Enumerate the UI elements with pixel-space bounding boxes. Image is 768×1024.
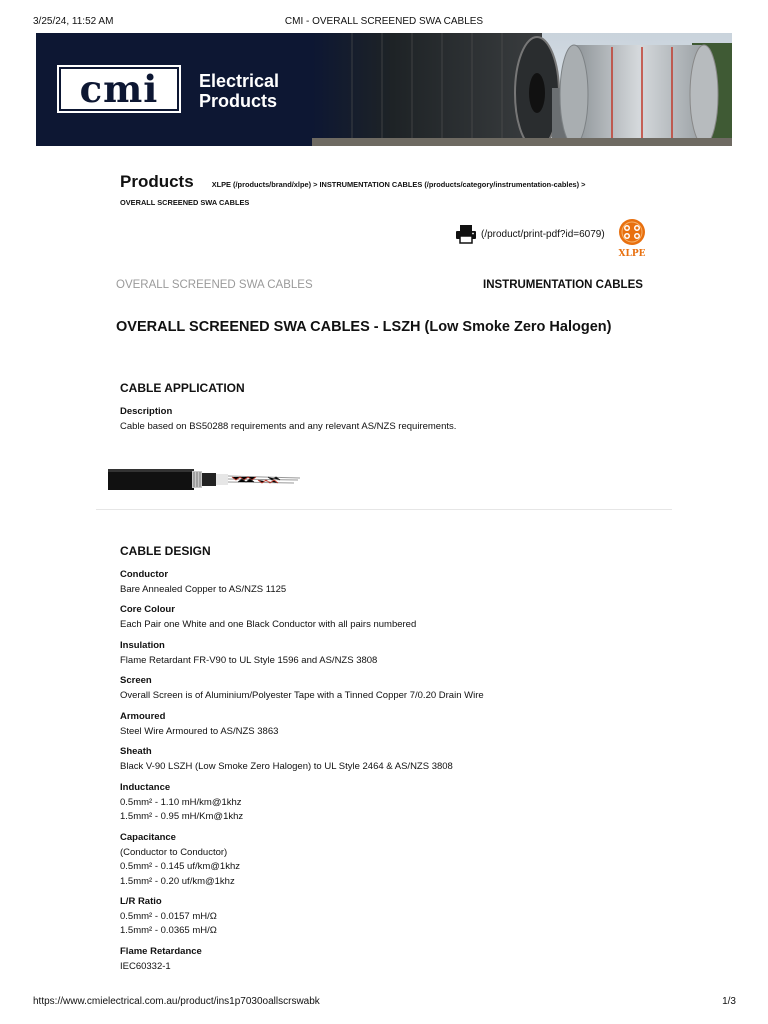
screen-label: Screen	[120, 675, 152, 686]
banner-line-2: Products	[199, 91, 278, 111]
description-value: Cable based on BS50288 requirements and any relevant AS/NZS requirements.	[120, 421, 457, 432]
print-link-text: (/product/print-pdf?id=6079)	[481, 228, 605, 240]
screen-value: Overall Screen is of Aluminium/Polyester Tape with a Tinned Copper 7/0.20 Drain Wire	[120, 690, 484, 701]
cable-drums-photo	[312, 33, 732, 146]
badge-label: XLPE	[618, 249, 646, 258]
insulation-value: Flame Retardant FR-V90 to UL Style 1596 and AS/NZS 3808	[120, 655, 378, 666]
print-datetime: 3/25/24, 11:52 AM	[33, 16, 114, 27]
page-url: https://www.cmielectrical.com.au/product/ins1p7030oallscrswabk	[33, 996, 320, 1007]
breadcrumb-current: OVERALL SCREENED SWA CABLES	[120, 198, 250, 207]
page-number: 1/3	[722, 996, 736, 1007]
banner-line-1: Electrical	[199, 71, 280, 91]
armoured-value: Steel Wire Armoured to AS/NZS 3863	[120, 726, 279, 737]
flame-retardance-value: IEC60332-1	[120, 961, 171, 972]
capacitance-value-2: 1.5mm² - 0.20 uf/km@1khz	[120, 876, 235, 887]
print-header	[0, 16, 768, 30]
print-title: CMI - OVERALL SCREENED SWA CABLES	[284, 16, 484, 27]
conductor-label: Conductor	[120, 569, 169, 580]
core-colour-label: Core Colour	[120, 604, 175, 615]
capacitance-label: Capacitance	[120, 832, 176, 843]
xlpe-brand-icon[interactable]	[614, 218, 650, 258]
breadcrumb	[120, 172, 660, 207]
sheath-label: Sheath	[120, 746, 152, 757]
insulation-label: Insulation	[120, 640, 165, 651]
cmi-logo[interactable]	[57, 65, 181, 113]
lr-ratio-value-1: 0.5mm² - 0.0157 mH/Ω	[120, 911, 217, 922]
flame-retardance-label: Flame Retardance	[120, 946, 202, 957]
section-divider	[96, 509, 672, 510]
conductor-value: Bare Annealed Copper to AS/NZS 1125	[120, 584, 287, 595]
armoured-label: Armoured	[120, 711, 166, 722]
inductance-label: Inductance	[120, 782, 171, 793]
products-heading[interactable]: Products	[120, 172, 194, 191]
banner-tagline	[199, 71, 279, 111]
core-colour-value: Each Pair one White and one Black Conductor with all pairs numbered	[120, 619, 417, 630]
print-pdf-link[interactable]	[455, 224, 605, 244]
page-title: OVERALL SCREENED SWA CABLES - LSZH (Low Smoke Zero Halogen)	[116, 319, 612, 335]
cable-cross-section-image	[108, 466, 300, 494]
sheath-value: Black V-90 LSZH (Low Smoke Zero Halogen) to UL Style 2464 & AS/NZS 3808	[120, 761, 453, 772]
lr-ratio-value-2: 1.5mm² - 0.0365 mH/Ω	[120, 925, 217, 936]
logo-text: cmi	[61, 69, 177, 109]
capacitance-value-1: 0.5mm² - 0.145 uf/km@1khz	[120, 861, 240, 872]
lr-ratio-label: L/R Ratio	[120, 896, 162, 907]
header-banner	[36, 33, 732, 146]
capacitance-note: (Conductor to Conductor)	[120, 847, 228, 858]
tab-category[interactable]: INSTRUMENTATION CABLES	[483, 279, 643, 291]
printer-icon	[455, 224, 477, 244]
inductance-value-1: 0.5mm² - 1.10 mH/km@1khz	[120, 797, 242, 808]
description-label: Description	[120, 406, 173, 417]
breadcrumb-trail[interactable]: XLPE (/products/brand/xlpe) > INSTRUMENTATION CABLES (/products/category/instrumentation-cables) >	[211, 180, 586, 189]
design-title: CABLE DESIGN	[120, 544, 211, 558]
inductance-value-2: 1.5mm² - 0.95 mH/Km@1khz	[120, 811, 244, 822]
tab-product[interactable]: OVERALL SCREENED SWA CABLES	[116, 279, 313, 291]
application-title: CABLE APPLICATION	[120, 381, 245, 395]
